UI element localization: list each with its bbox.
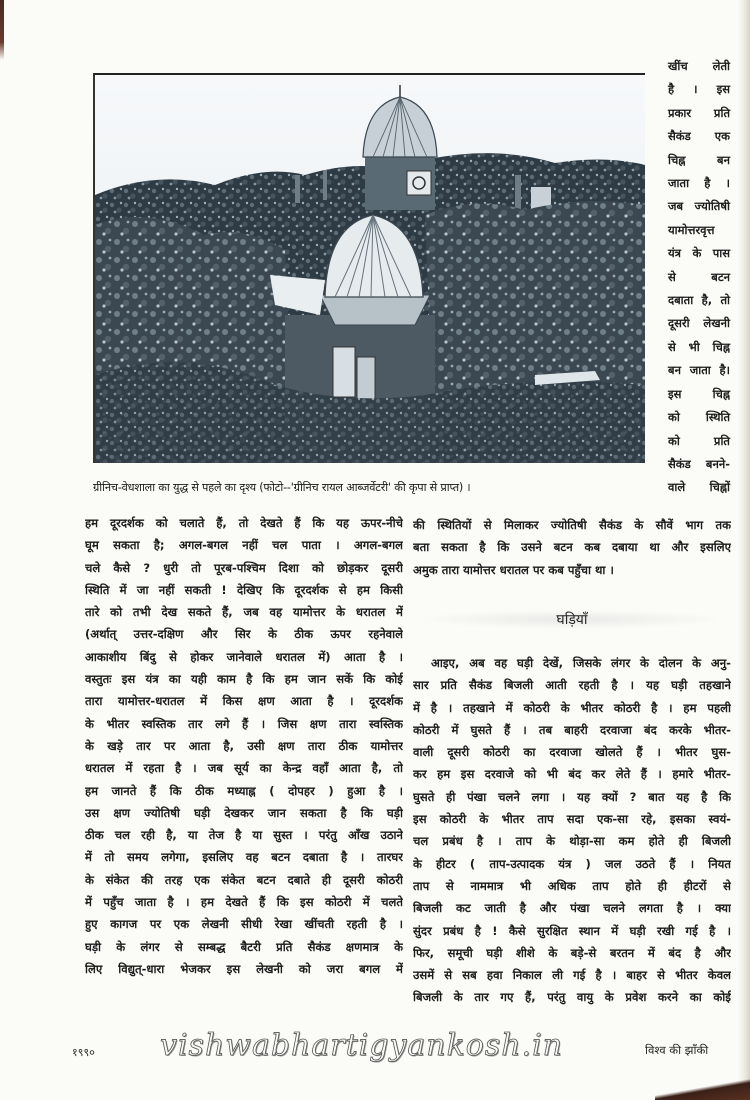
text-line: से बटन (668, 269, 730, 284)
text-line: को प्रति (668, 433, 730, 448)
text-line: ठीक चल रही है, या तेज है या सुस्त । परंतु आँख उठाने (85, 828, 403, 843)
text-line: बन जाता है। (668, 363, 730, 378)
text-line: सार प्रति सैकंड बिजली आती रहती है । यह घड़ी तहखाने (413, 678, 731, 693)
text-line: उसमें से सब हवा निकाल ली गई है । बाहर से भीतर केवल (413, 968, 731, 983)
side-column (668, 55, 730, 500)
section-heading: घड़ियाँ (413, 610, 731, 629)
text-line: में है । तहखाने में कोठरी के भीतर कोठरी है । हम पहली (413, 700, 731, 715)
text-line: यामोत्तरवृत्त (668, 222, 715, 237)
text-line: घूम सकता है; अगल-बगल नहीं चल पाता । अगल-बगल (85, 538, 403, 553)
text-line: खींच लेती (668, 59, 730, 73)
text-line: के खड़े तार पर आता है, उसी क्षण तारा ठीक यामोत्तर (85, 738, 403, 753)
text-line: के भीतर स्वस्तिक तार लगे हैं । जिस क्षण तारा स्वस्तिक (85, 716, 403, 731)
photo-caption: ग्रीनिच-वेधशाला का युद्ध से पहले का दृश्य (फोटो--'ग्रीनिच रायल आब्जर्वेटरी' की कृपा से प्राप्त) । (93, 481, 471, 494)
text-line: जाता है । (668, 176, 730, 191)
text-line: वाली दूसरी कोठरी का दरवाजा खोलते हैं । भीतर घुस- (413, 745, 731, 760)
text-line: ताप से नाममात्र भी अधिक ताप होते ही हीटरों से (413, 878, 731, 893)
text-line: वस्तुतः इस यंत्र का यही काम है कि हम जान सकें कि कोई (85, 672, 403, 687)
text-line: तारा यामोत्तर-धरातल में किस क्षण आता है । दूरदर्शक (85, 694, 403, 709)
right-column-top (413, 514, 731, 581)
text-line: चल प्रबंध है । ताप के थोड़ा-सा कम होते ही बिजली (413, 834, 731, 849)
text-line: बता सकता है कि उसने बटन कब दबाया था और इसलिए (413, 540, 731, 555)
book-cover-corner (655, 1078, 750, 1100)
text-line: यंत्र के पास (668, 246, 730, 261)
text-line: की स्थितियों से मिलाकर ज्योतिषी सैकंड के सौवें भाग तक (413, 518, 731, 532)
text-line: जब ज्योतिषी (668, 199, 730, 214)
page-number: १९९० (72, 1046, 95, 1059)
text-line: धरातल में रहता है । जब सूर्य का केन्द्र वहाँ आता है, तो (85, 761, 403, 776)
watermark: vishwabhartigyankosh.in (160, 1028, 563, 1063)
text-line: के हीटर ( ताप-उत्पादक यंत्र ) जल उठते हैं । नियत (413, 856, 731, 871)
text-line: प्रकार प्रति (668, 105, 730, 120)
observatory-photo (93, 73, 645, 463)
text-line: सुंदर प्रबंध है ! कैसे सुरक्षित स्थान में घड़ी रखी गई है । (413, 923, 731, 938)
text-line: अमुक तारा यामोत्तर धरातल पर कब पहुँचा था । (413, 562, 614, 577)
text-line: चले कैसे ? धुरी तो पूरब-पश्चिम दिशा को छोड़कर दूसरी (85, 560, 403, 575)
text-line: घड़ी के लंगर से सम्बद्ध बैटरी प्रति सैकंड क्षणमात्र के (85, 939, 403, 954)
page-edge-right (738, 0, 750, 1100)
right-column-bottom (413, 652, 731, 1009)
text-line: आकाशीय बिंदु से होकर जानेवाले धरातल में) आता है । (85, 649, 403, 664)
text-line: लिए विद्युत्-धारा भेजकर इस लेखनी को जरा बगल में (85, 961, 403, 976)
text-line: में तो समय लगेगा, इसलिए वह बटन दबाता है । तारघर (85, 850, 403, 865)
text-line: कोठरी में घुसते हैं । तब बाहरी दरवाजा बंद करके भीतर- (413, 722, 731, 737)
text-line: (अर्थात् उत्तर-दक्षिण और सिर के ठीक ऊपर रहनेवाले (85, 627, 403, 642)
text-line: इस कोठरी के भीतर ताप सदा एक-सा रहे, इसका स्वयं- (413, 812, 731, 827)
text-line: वाले चिह्नों (668, 480, 730, 495)
text-line: इस चिह्न (668, 386, 730, 401)
text-line: फिर, समूची घड़ी शीशे के बड़े-से बरतन में बंद है और (413, 945, 731, 960)
text-line: है । इस (668, 82, 730, 97)
text-line: दबाता है, तो (668, 293, 730, 308)
text-line: घुसते ही पंखा चलने लगा । यह क्यों ? बात यह है कि (413, 789, 731, 804)
text-line: हम जानते हैं कि ठीक मध्याह्न ( दोपहर ) हुआ है । (85, 783, 403, 798)
observatory-photo-illustration (95, 75, 645, 463)
text-line: तारे को तभी देख सकते हैं, जब वह यामोत्तर के धरातल में (85, 605, 403, 620)
text-line: उस क्षण ज्योतिषी घड़ी देखकर जान सकता है कि घड़ी (85, 805, 403, 820)
text-line: के संकेत की तरह एक संकेत बटन दबाते ही दूसरी कोठरी (85, 872, 403, 887)
text-line: बिजली के तार गए हैं, परंतु वायु के प्रवेश करने का कोई (413, 990, 731, 1005)
text-line: चिह्न बन (668, 152, 730, 167)
text-line: बिजली कट जाती है और पंखा चलने लगता है । क्या (413, 901, 731, 916)
page-edge-left (0, 0, 4, 60)
text-line: स्थिति में जा नहीं सकती ! देखिए कि दूरदर्शक से हम किसी (85, 582, 403, 597)
text-line: दूसरी लेखनी (668, 316, 730, 331)
text-line: को स्थिति (668, 410, 730, 425)
text-line: हुए कागज पर एक लेखनी सीधी रेखा खींचती रहती है । (85, 917, 403, 932)
text-line: कर हम इस दरवाजे को भी बंद कर लेते हैं । हमारे भीतर- (413, 767, 731, 782)
text-line: सैकंड बनने- (668, 456, 730, 471)
text-line: आइए, अब वह घड़ी देखें, जिसके लंगर के दोलन के अनु- (431, 656, 731, 670)
text-line: हम दूरदर्शक को चलाते हैं, तो देखते हैं कि यह ऊपर-नीचे (85, 516, 403, 530)
book-title: विश्व की झाँकी (645, 1043, 709, 1057)
text-line: में पहुँच जाता है । हम देखते हैं कि इस कोठरी में चलते (85, 895, 403, 910)
text-line: सैकंड एक (668, 129, 730, 144)
left-column (85, 512, 403, 980)
text-line: से भी चिह्न (668, 339, 730, 354)
